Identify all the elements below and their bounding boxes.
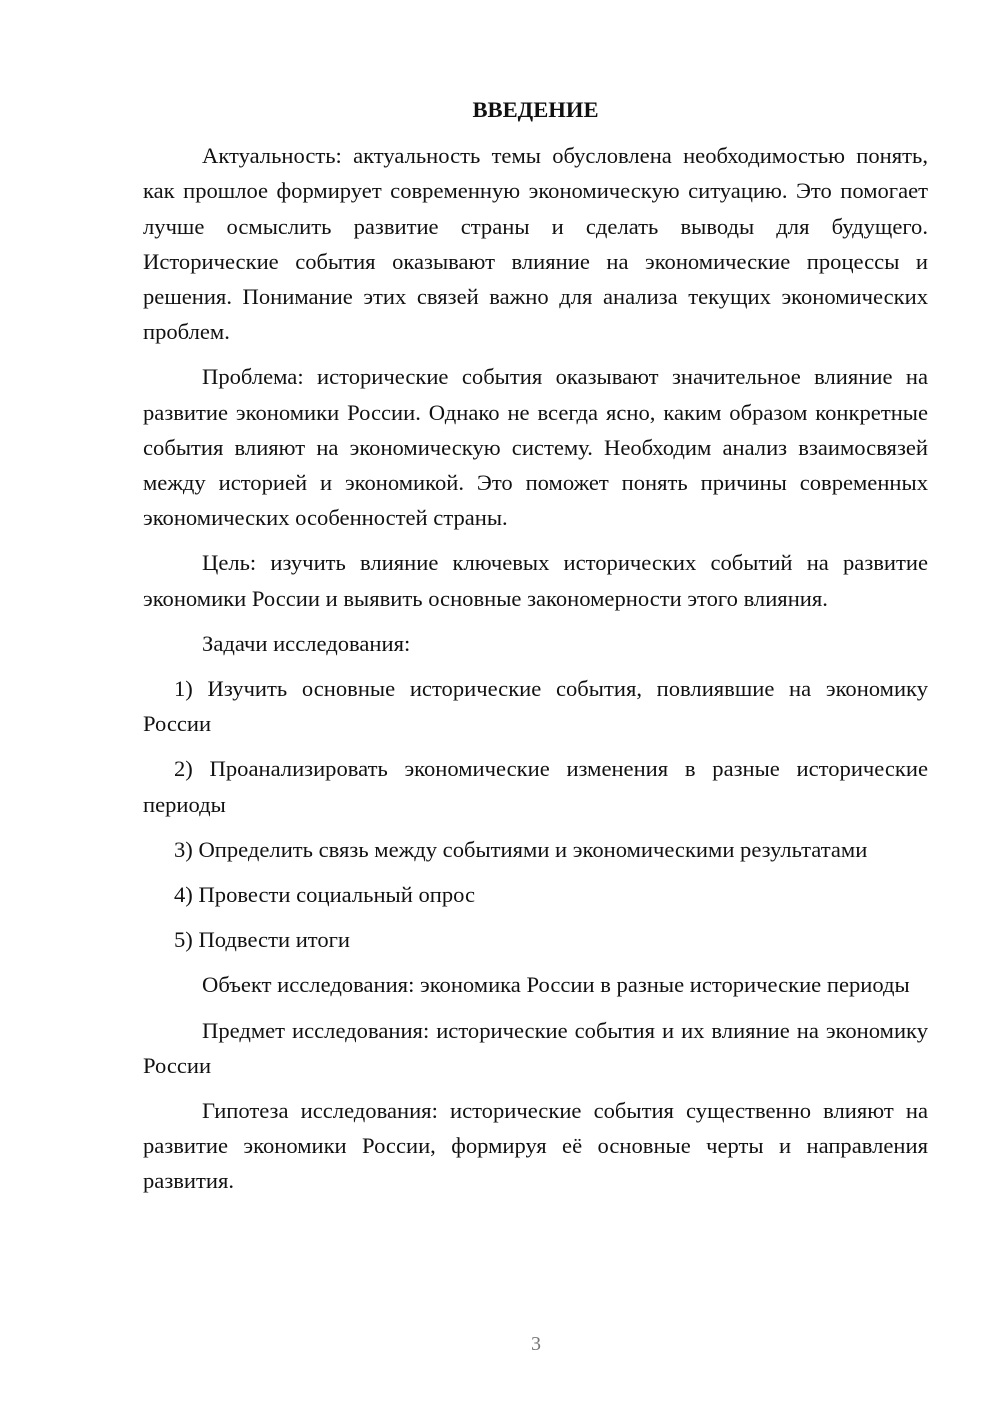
hypothesis-paragraph: Гипотеза исследования: исторические события существенно влияют на развитие экономики России, формируя её основные черты и направления развития.: [143, 1098, 928, 1194]
relevance-paragraph: Актуальность: актуальность темы обусловлена необходимостью понять, как прошлое формирует современную экономическую ситуацию. Это помогает лучше осмыслить развитие страны и сделать выводы для будущего. Исторические события оказывают влияние на экономические процессы и решения. Понимание этих связей важно для анализа текущих экономических проблем.: [143, 143, 928, 345]
page-number: 3: [531, 1333, 541, 1355]
tasks-heading: Задачи исследования:: [202, 630, 411, 656]
task-item: 1) Изучить основные исторические события, повлиявшие на экономику России: [143, 676, 928, 737]
task-item: 4) Провести социальный опрос: [174, 882, 476, 908]
task-item: 3) Определить связь между событиями и экономическими результатами: [174, 836, 868, 862]
task-item: 5) Подвести итоги: [174, 927, 351, 953]
goal-paragraph: Цель: изучить влияние ключевых исторических событий на развитие экономики России и выявить основные закономерности этого влияния.: [143, 550, 928, 611]
task-item: 2) Проанализировать экономические изменения в разные исторические периоды: [143, 756, 928, 817]
object-paragraph: Объект исследования: экономика России в разные исторические периоды: [202, 972, 910, 998]
section-title: ВВЕДЕНИЕ: [472, 97, 599, 122]
subject-paragraph: Предмет исследования: исторические события и их влияние на экономику России: [143, 1017, 928, 1078]
problem-paragraph: Проблема: исторические события оказывают значительное влияние на развитие экономики России. Однако не всегда ясно, каким образом конкретные события влияют на экономическую систему. Необходим анализ взаимосвязей между историей и экономикой. Это поможет понять причины современных экономических особенностей страны.: [143, 364, 928, 531]
document-page: [143, 92, 928, 1209]
